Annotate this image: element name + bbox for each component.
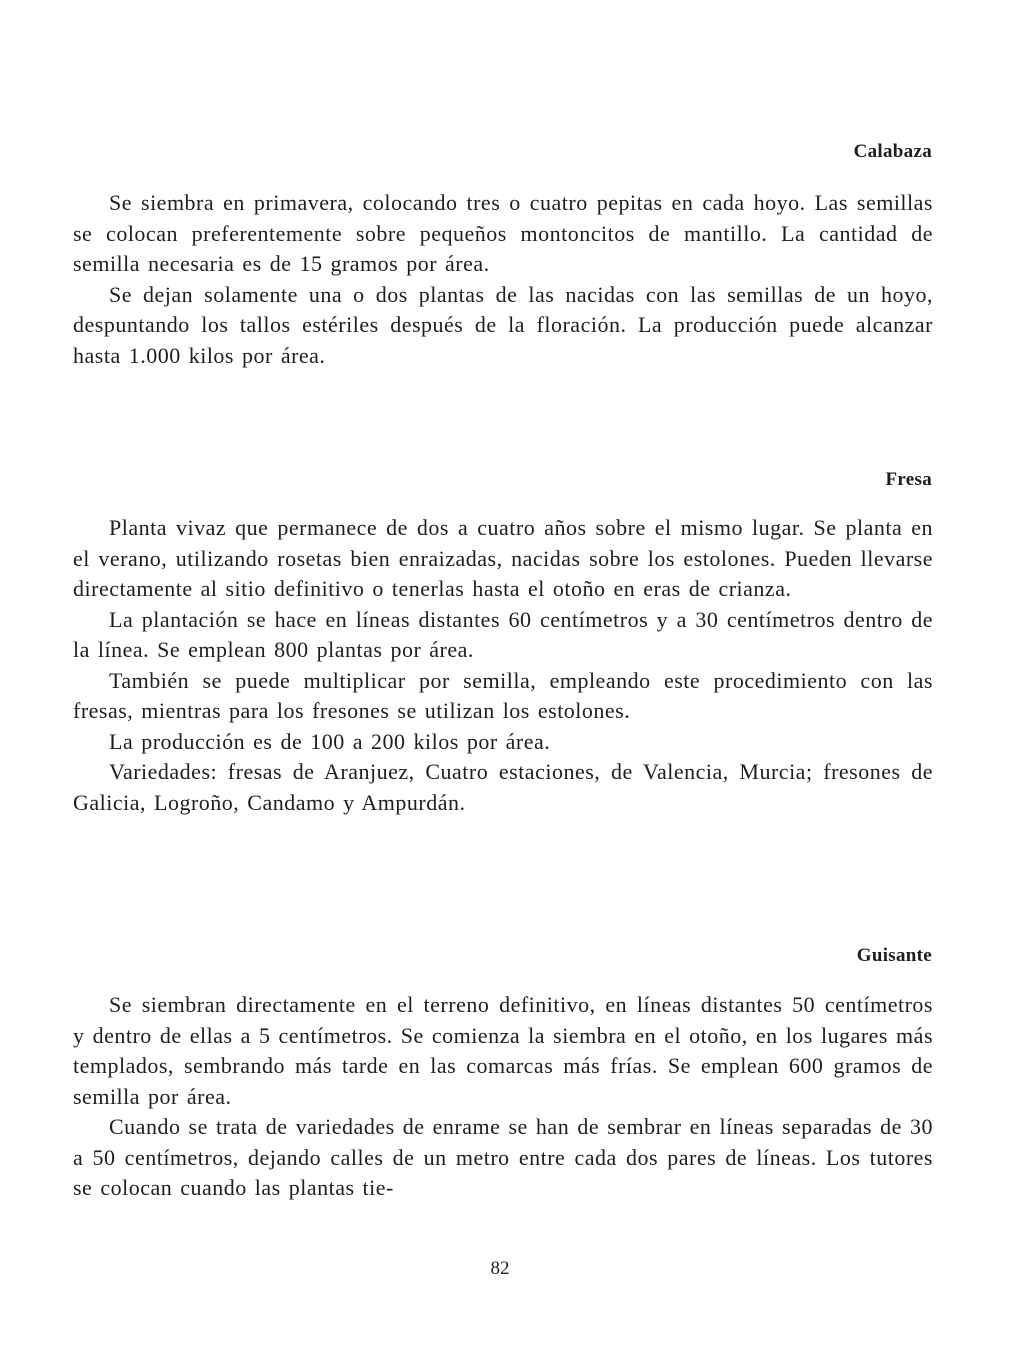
page-number: 82 <box>490 1258 510 1279</box>
paragraph: Planta vivaz que permanece de dos a cuatro años sobre el mismo lugar. Se planta en el verano, utilizando rosetas bien enraizadas, nacidas sobre los estolones. Pueden llevarse directamente al sitio definitivo o tenerlas hasta el otoño en eras de crianza. <box>73 515 933 601</box>
paragraph: Variedades: fresas de Aranjuez, Cuatro estaciones, de Valencia, Murcia; fresones de Galicia, Logroño, Candamo y Ampurdán. <box>73 759 933 815</box>
section-heading-guisante: Guisante <box>856 945 932 966</box>
paragraph: La producción es de 100 a 200 kilos por área. <box>109 728 551 754</box>
section-heading-fresa: Fresa <box>885 469 932 490</box>
paragraph: Cuando se trata de variedades de enrame se han de sembrar en líneas separadas de 30 a 50 centímetros, dejando calles de un metro entre cada dos pares de líneas. Los tutores se colocan cuando las plantas tie- <box>73 1114 933 1200</box>
paragraph: Se siembra en primavera, colocando tres o cuatro pepitas en cada hoyo. Las semillas se colocan preferentemente sobre pequeños montoncitos de mantillo. La cantidad de semilla necesaria es de 15 gramos por área. <box>73 190 933 276</box>
paragraph: La plantación se hace en líneas distantes 60 centímetros y a 30 centímetros dentro de la línea. Se emplean 800 plantas por área. <box>73 606 933 662</box>
section-body-calabaza <box>73 188 933 371</box>
paragraph: Se dejan solamente una o dos plantas de las nacidas con las semillas de un hoyo, despuntando los tallos estériles después de la floración. La producción puede alcanzar hasta 1.000 kilos por área. <box>73 281 933 368</box>
paragraph: Se siembran directamente en el terreno definitivo, en líneas distantes 50 centímetros y dentro de ellas a 5 centímetros. Se comienza la siembra en el otoño, en los lugares más templados, sembrando más tarde en las comarcas más frías. Se emplean 600 gramos de semilla por área. <box>73 992 933 1109</box>
section-heading-calabaza: Calabaza <box>853 141 932 162</box>
section-body-guisante <box>73 990 933 1204</box>
section-body-fresa <box>73 513 933 818</box>
paragraph: También se puede multiplicar por semilla, empleando este procedimiento con las fresas, mientras para los fresones se utilizan los estolones. <box>73 667 933 723</box>
